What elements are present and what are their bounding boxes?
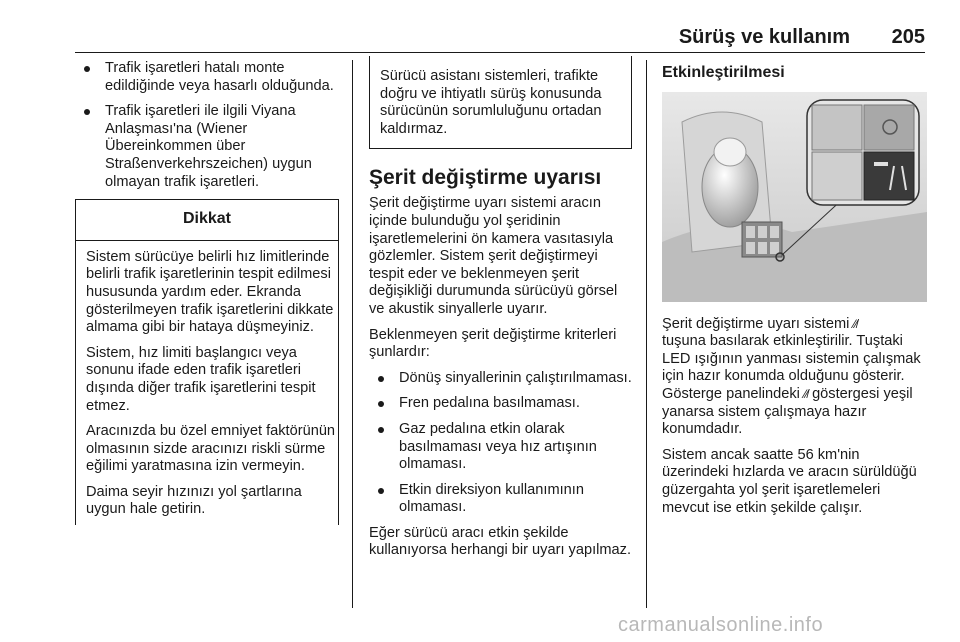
caution-body [76,241,338,525]
list-item: Trafik işaretleri ile ilgili Viyana Anlaşması'na (Wiener Übereinkommen über Straßenverkehrszeichen) uygun olmayan trafik işaretleri. [75,103,337,191]
caution-title: Dikkat [76,200,338,241]
caution-paragraph: Daima seyir hızınızı yol şartlarına uygun hale getirin. [86,483,302,518]
column-divider [352,60,353,608]
list-item: Gaz pedalına etkin olarak basılmaması veya hız artışının olmaması. [369,421,632,474]
body-paragraph [662,316,927,439]
caution-paragraph: Aracınızda bu özel emniyet faktörünün olmasının sizde aracınızı riskli sürme eğilimi yaratmasına izin vermeyin. [86,423,336,475]
list-item: Dönüş sinyallerinin çalıştırılmaması. [369,370,632,388]
console-illustration [662,92,927,302]
page-number: 205 [891,26,925,48]
text-part: tuşuna basılarak etkinleştirilir. Tuştaki LED ışığının yanması sistemin çalışmak için hazır konumda olduğunu gösterir. Gösterge panelindeki [662,333,921,402]
watermark: carmanualsonline.info [618,614,824,636]
section-title: Sürüş ve kullanım [678,26,850,48]
notice-box [369,56,632,149]
subsection-heading: Etkinleştirilmesi [662,64,785,81]
page-header [75,26,925,53]
limitation-list [75,60,337,191]
caution-paragraph: Sistem sürücüye belirli hız limitlerinde belirli trafik işaretlerinin tespit edilmesi hususunda yardım eder. Ekranda gösterilmeyen trafik işaretlerini dikkate almama gibi bir hataya düşmeyiniz. [86,248,334,336]
body-paragraph: Eğer sürücü aracı etkin şekilde kullanıyorsa herhangi bir uyarı yapılmaz. [369,524,632,559]
list-item: Trafik işaretleri hatalı monte edildiğinde veya hasarlı olduğunda. [75,60,337,95]
column-3 [662,60,927,525]
lane-departure-icon: ⁄⁄̸ [803,386,808,401]
body-paragraph: Sistem ancak saatte 56 km'nin üzerindeki hızlarda ve aracın sürüldüğü güzergahta yol şerit işaretlemeleri mevcut ise etkin şekilde çalışır. [662,446,917,516]
list-item: Etkin direksiyon kullanımının olmaması. [369,482,632,517]
column-1 [75,60,337,525]
body-paragraph: Şerit değiştirme uyarı sistemi aracın içinde bulunduğu yol şeridinin işaretlemelerini ön kamera vasıtasıyla gözlemler. Sistem şerit değiştirmeyi tespit eder ve beklenmeyen şerit değişikliği durumunda sürücüyü görsel ve akustik sinyallerle uyarır. [369,195,618,317]
list-item: Fren pedalına basılmaması. [369,395,632,413]
section-heading: Şerit değiştirme uyarısı [369,166,602,190]
caution-box [75,199,339,525]
text-part: Şerit değiştirme uyarı sistemi [662,315,850,332]
column-divider [646,60,647,608]
text-part: göstergesi yeşil yanarsa sistem çalışmaya hazır konumdadır. [662,385,913,438]
body-paragraph: Beklenmeyen şerit değiştirme kriterleri şunlardır: [369,326,617,361]
console-photo [662,92,927,302]
notice-text: Sürücü asistanı sistemleri, trafikte doğru ve ihtiyatlı sürüş konusunda sürücünün sorumluluğunu ortadan kaldırmaz. [380,68,602,137]
caution-paragraph: Sistem, hız limiti başlangıcı veya sonunu ifade eden trafik işaretleri dışında diğer trafik işaretlerini tespit etmez. [86,344,316,414]
criteria-list [369,370,632,517]
column-2 [369,60,632,568]
lane-departure-icon: ⁄⁄̸ [853,316,858,331]
